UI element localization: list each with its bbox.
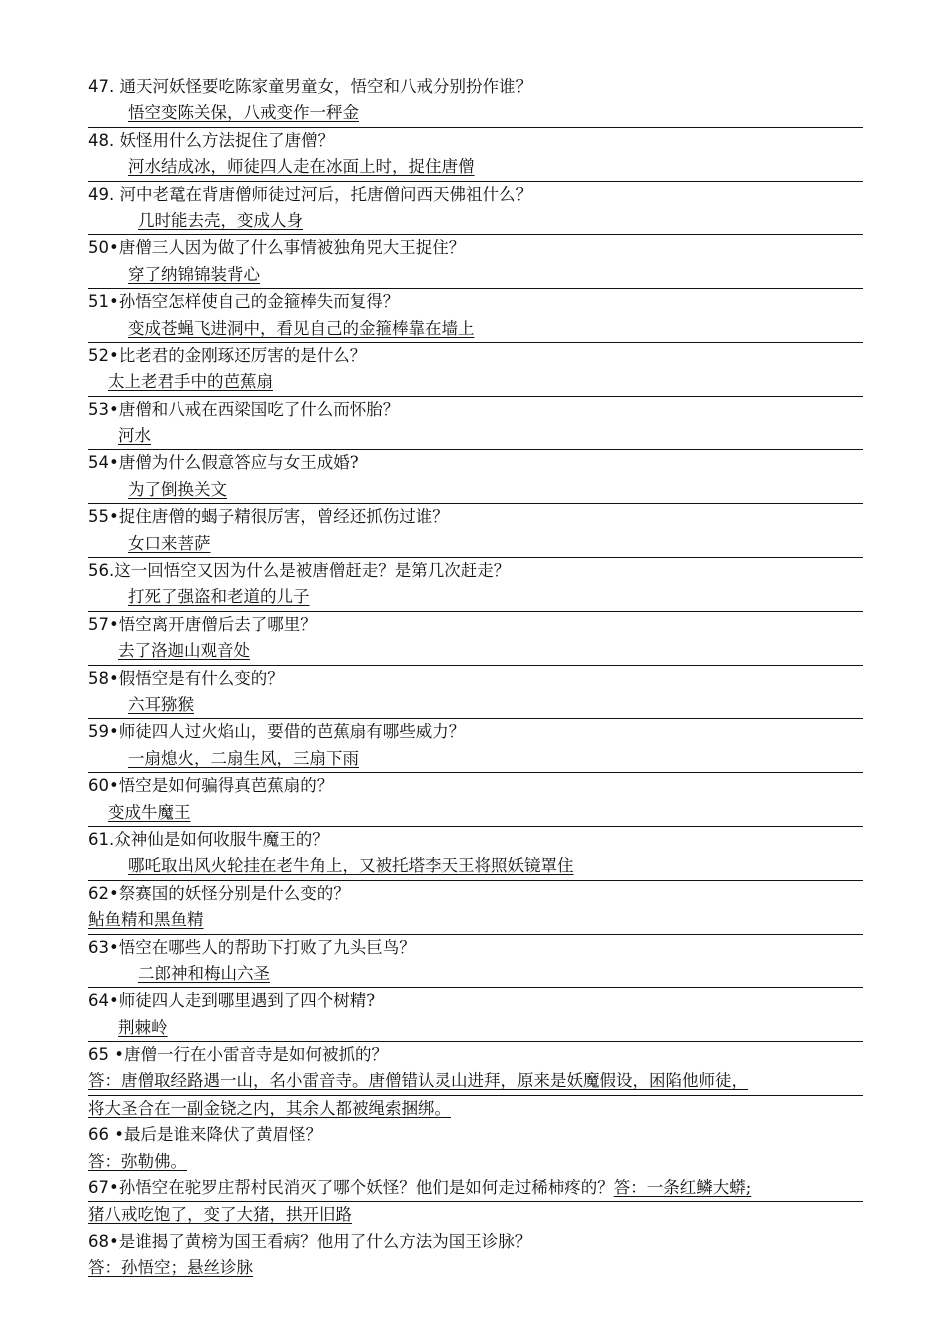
- question-text: 师徒四人过火焰山，要借的芭蕉扇有哪些威力？: [118, 722, 466, 742]
- question-line: [88, 289, 863, 315]
- answer-text: 一扇熄火，二扇生风，三扇下雨: [128, 748, 359, 768]
- qa-item: [88, 343, 863, 397]
- answer-text: 太上老君手中的芭蕉扇: [108, 372, 273, 392]
- question-line: [88, 504, 863, 530]
- question-text: 假悟空是有什么变的？: [118, 668, 284, 688]
- question-line: [88, 235, 863, 261]
- answer-line: [88, 746, 863, 773]
- question-line: [88, 343, 863, 369]
- question-number: 54•: [88, 453, 119, 473]
- answer-text: 荆棘岭: [118, 1017, 168, 1037]
- answer-line: [88, 369, 863, 396]
- answer-text: 答：唐僧取经路遇一山，名小雷音寺。唐僧错认灵山进拜，原来是妖魔假设，困陷他师徒，: [88, 1071, 748, 1091]
- question-number: 47.: [88, 77, 115, 96]
- answer-text: 猪八戒吃饱了，变了大猪，拱开旧路: [88, 1205, 352, 1225]
- answer-text: 答：弥勒佛。: [88, 1151, 187, 1171]
- answer-line: [88, 800, 863, 827]
- answer-text: 河水: [118, 426, 151, 446]
- question-text: 河中老鼋在背唐僧师徒过河后，托唐僧问西天佛祖什么？: [114, 184, 532, 204]
- question-number: 65 •: [88, 1045, 124, 1065]
- qa-item: [88, 397, 863, 451]
- question-line: [88, 397, 863, 423]
- qa-list: [88, 74, 863, 1042]
- answer-text: 鲇鱼精和黑鱼精: [88, 910, 204, 930]
- question-number: 63•: [88, 937, 119, 957]
- question-number: 49.: [88, 184, 115, 204]
- question-number: 67•: [88, 1178, 119, 1198]
- qa-item-66: [88, 1122, 863, 1175]
- question-line: [88, 1175, 863, 1202]
- question-text: 这一回悟空又因为什么是被唐僧赶走？是第几次赶走？: [114, 561, 511, 581]
- answer-text-continued: 将大圣合在一副金铙之内，其余人都被绳索捆绑。: [88, 1098, 451, 1118]
- answer-text: 打死了强盗和老道的儿子: [128, 587, 310, 607]
- question-number: 61.: [88, 829, 115, 849]
- question-line: [88, 450, 863, 476]
- answer-text: 为了倒换关文: [128, 479, 227, 499]
- question-text: 唐僧三人因为做了什么事情被独角兕大王捉住？: [118, 238, 466, 258]
- answer-line: [88, 853, 863, 880]
- qa-item: [88, 182, 863, 236]
- question-text: 祭赛国的妖怪分别是什么变的？: [118, 883, 350, 903]
- question-line: [88, 74, 863, 100]
- qa-item: [88, 450, 863, 504]
- qa-item: [88, 827, 863, 881]
- question-line: [88, 1229, 863, 1255]
- question-number: 55•: [88, 507, 119, 527]
- question-number: 66 •: [88, 1125, 124, 1145]
- qa-item: [88, 881, 863, 935]
- qa-item: [88, 612, 863, 666]
- answer-text: 答：孙悟空；悬丝诊脉: [88, 1258, 253, 1278]
- answer-line: [88, 262, 863, 289]
- qa-item: [88, 504, 863, 558]
- question-number: 50•: [88, 238, 119, 258]
- answer-text: 二郎神和梅山六圣: [138, 963, 270, 983]
- question-text: 众神仙是如何收服牛魔王的？: [114, 829, 329, 849]
- question-line: [88, 666, 863, 692]
- question-text: 妖怪用什么方法捉住了唐僧？: [114, 130, 334, 150]
- qa-item-67: [88, 1175, 863, 1229]
- qa-item: [88, 935, 863, 989]
- qa-item: [88, 719, 863, 773]
- answer-line: [88, 423, 863, 450]
- qa-item: [88, 74, 863, 128]
- question-line: [88, 128, 863, 154]
- question-text: 是谁揭了黄榜为国王看病？他用了什么方法为国王诊脉？: [118, 1231, 532, 1251]
- answer-line: [88, 477, 863, 504]
- answer-line: [88, 1149, 863, 1175]
- question-text: 通天河妖怪要吃陈家童男童女，悟空和八戒分别扮作谁？: [114, 77, 532, 96]
- qa-item: [88, 235, 863, 289]
- question-number: 53•: [88, 399, 119, 419]
- answer-text: 几时能去壳，变成人身: [138, 210, 303, 230]
- answer-line: [88, 1202, 863, 1228]
- qa-item: [88, 773, 863, 827]
- qa-item-65: [88, 1042, 863, 1122]
- answer-text: 哪吒取出风火轮挂在老牛角上，又被托塔李天王将照妖镜罩住: [128, 856, 574, 876]
- answer-line-continued: [88, 1096, 863, 1122]
- answer-line: [88, 316, 863, 343]
- answer-text: 变成苍蝇飞进洞中，看见自己的金箍棒靠在墙上: [128, 318, 475, 338]
- qa-item-68: [88, 1229, 863, 1282]
- question-number: 68•: [88, 1231, 119, 1251]
- question-line: [88, 935, 863, 961]
- answer-text: 悟空变陈关保，八戒变作一秤金: [128, 103, 359, 123]
- qa-item: [88, 289, 863, 343]
- answer-line: [88, 1255, 863, 1281]
- question-text: 比老君的金刚琢还厉害的是什么？: [118, 345, 367, 365]
- question-number: 64•: [88, 991, 119, 1011]
- question-text: 孙悟空怎样使自己的金箍棒失而复得？: [118, 292, 400, 312]
- answer-text: 去了洛迦山观音处: [118, 641, 250, 661]
- question-line: [88, 773, 863, 799]
- question-line: [88, 1042, 863, 1068]
- question-text: 悟空在哪些人的帮助下打败了九头巨鸟？: [118, 937, 416, 957]
- question-line: [88, 612, 863, 638]
- answer-text-inline: 答：一条红鳞大蟒;: [613, 1178, 752, 1198]
- question-number: 52•: [88, 345, 119, 365]
- answer-line: [88, 154, 863, 181]
- question-number: 58•: [88, 668, 119, 688]
- answer-line: [88, 961, 863, 988]
- question-line: [88, 719, 863, 745]
- question-number: 48.: [88, 130, 115, 150]
- answer-line: [88, 100, 863, 127]
- document-page: [88, 74, 863, 1282]
- qa-item: [88, 988, 863, 1042]
- question-number: 57•: [88, 614, 119, 634]
- question-line: [88, 881, 863, 907]
- question-number: 62•: [88, 883, 119, 903]
- answer-line: [88, 1015, 863, 1042]
- answer-line: [88, 907, 863, 934]
- qa-item: [88, 666, 863, 720]
- question-line: [88, 827, 863, 853]
- answer-line: [88, 208, 863, 235]
- answer-line: [88, 584, 863, 611]
- question-number: 59•: [88, 722, 119, 742]
- question-text: 最后是谁来降伏了黄眉怪？: [123, 1125, 322, 1145]
- question-line: [88, 182, 863, 208]
- answer-text: 河水结成冰，师徒四人走在冰面上时，捉住唐僧: [128, 157, 475, 177]
- question-number: 51•: [88, 292, 119, 312]
- question-line: [88, 558, 863, 584]
- answer-text: 变成牛魔王: [108, 802, 191, 822]
- qa-item: [88, 558, 863, 612]
- question-line: [88, 1122, 863, 1148]
- answer-line: [88, 1068, 863, 1095]
- answer-text: 女口来菩萨: [128, 533, 211, 553]
- question-text: 捉住唐僧的蝎子精很厉害，曾经还抓伤过谁？: [118, 507, 449, 527]
- answer-line: [88, 531, 863, 558]
- answer-text: 六耳猕猴: [128, 694, 194, 714]
- question-text: 孙悟空在驼罗庄帮村民消灭了哪个妖怪？他们是如何走过稀柿疼的？: [118, 1178, 614, 1198]
- question-text: 师徒四人走到哪里遇到了四个树精?: [118, 991, 376, 1011]
- question-text: 唐僧为什么假意答应与女王成婚?: [118, 453, 359, 473]
- qa-item: [88, 128, 863, 182]
- answer-line: [88, 692, 863, 719]
- question-text: 唐僧一行在小雷音寺是如何被抓的？: [123, 1045, 388, 1065]
- question-text: 唐僧和八戒在西梁国吃了什么而怀胎？: [118, 399, 400, 419]
- answer-line: [88, 638, 863, 665]
- answer-text: 穿了纳锦锦装背心: [128, 264, 260, 284]
- question-line: [88, 988, 863, 1014]
- question-text: 悟空离开唐僧后去了哪里？: [118, 614, 317, 634]
- question-number: 56.: [88, 561, 115, 581]
- question-text: 悟空是如何骗得真芭蕉扇的？: [118, 776, 334, 796]
- question-number: 60•: [88, 776, 119, 796]
